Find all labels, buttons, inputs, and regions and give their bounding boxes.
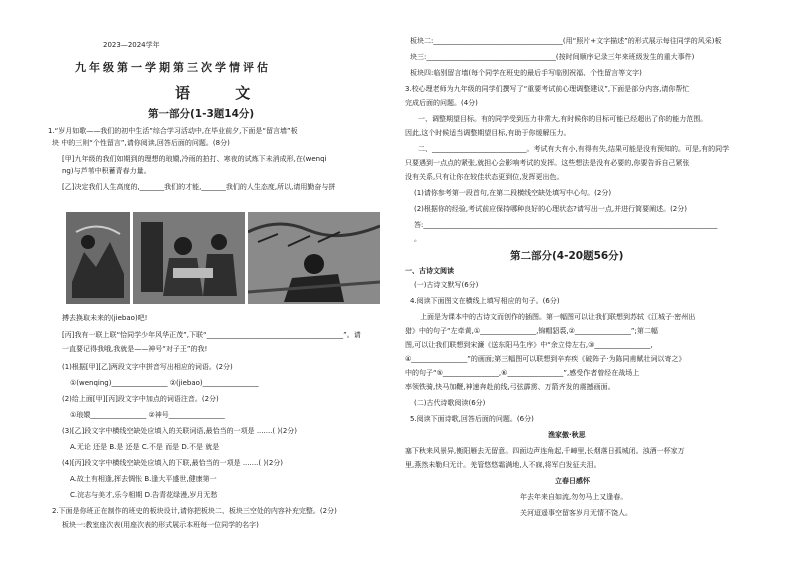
answer-line-end: 。 [414,235,421,243]
block2: 板块二:_____________________________________(用“照片+文字描述”的形式展示每往同学的风采)板 [410,37,722,45]
q1-line2: 块 中的三则“个性留言”,请你阅读,回答后面的问题。(8分) [52,139,230,147]
block4: 板块四:临别留言墙(每个同学在班史的最后手写临别祝福、个性留言等文字) [410,69,642,77]
para1-line2: 因此,这个时候适当调整期望目标,有助于你缓解压力。 [405,129,571,137]
poem2-line1: 年去年来自如流,勿勿马上又逢春。 [520,493,628,501]
para-jia-1: [甲]九年级的我们如期到的理想的琅嬛,冷雨的拍打、寒夜的试炼下未消成形,在(wenqi [62,155,327,163]
q3-line1: 3.校心理老师为九年级的同学们撰写了“重要考试前心理调整建议”,下面是部分内容,请你帮忙 [405,85,690,93]
q1-sub2: (2)给上面[甲][丙]段文字中加点的词语注音。(2分) [62,395,219,403]
para-jia-2: ng)与芦苇中积蓄青春力量。 [62,167,151,175]
q2-line2: 板块一:教室座次表(用座次表的形式展示本班每一位同学的名字) [62,521,259,529]
q3-line2: 完成后面的问题。(4分) [405,99,478,107]
q1-sub2-blanks: ①琅嬛________________ ②神号________________ [70,411,225,419]
poem1-line1: 塞下秋来风景异,衡阳雁去无留意。四面边声连角起,千嶂里,长烟落日孤城闭。浊酒一杯家万 [405,447,685,455]
q4-prompt: 4.阅读下面图文在横线上填写相应的句子。(6分) [410,297,560,305]
school-year: 2023—2024学年 [103,41,160,49]
block3: 块三:_____________________________________(按时间顺序记录三年来班级发生的重大事件) [410,53,695,61]
para2-line3: 没有关系,只有让你在较佳状态更到位,发挥更出色。 [405,173,564,181]
part2-title: 第二部分(4-20题56分) [510,250,624,262]
q4-line4: ④________________”的画面;第三幅图可以联想到辛弃疾《破阵子·为陈同甫赋壮词以寄之》 [405,355,686,363]
q1-sub4-options-ab: A.故土有相逢,挥去惆怅 B.逢大平盛世,健康第一 [70,475,217,483]
poem1-line2: 里,燕然未勒归无计。羌管悠悠霜满地,人不寐,将军白发征夫泪。 [405,461,601,469]
para-bing-1: [丙]我有一联上联“恰同学少年风华正茂”,下联“_______________________________________”。请 [62,331,361,339]
q1-sub1-blanks: ①(wenqing)________________ ②(jiebao)________________ [70,379,259,387]
q1-line1: 1.“岁月如歌——我们的初中生活”综合学习活动中,在毕业前夕,下面是“留言墙”板 [48,127,298,135]
q1-sub3: (3)[乙]段文字中横线空缺处应填入的关联词语,最恰当的一项是 .......( )(2分) [62,427,298,435]
section1-sub1: (一)古诗文默写(6分) [414,281,479,289]
q4-line2: 猎》中的句子“左牵黄,①________________,锦帽貂裘,②________________”;第二幅 [405,327,658,335]
para-after-img: 搏去换取未来的(jiebao)吧! [62,314,148,322]
illustration-hunting [66,212,130,304]
part1-title: 第一部分(1-3题14分) [148,108,255,120]
q5-prompt: 5.阅读下面诗歌,回答后面的问题。(6分) [410,415,534,423]
subject-title: 语 文 [175,84,271,102]
answer-line: 答:____________________________________________________________________________________ [414,221,718,229]
q1-sub4-options-cd: C.浣志与美才,乐今相期 D.告青花绿漫,岁月无愁 [70,491,218,499]
para2-line1: 二、___________________________。考试有大有小,有得有失,结果可能是没有预知的。可是,有的同学 [418,145,730,153]
q1-sub3-options: A.无论 还是 B.是 还是 C.不是 而是 D.不是 就是 [70,443,220,451]
illustration-study [133,212,245,304]
q4-line5: 中的句子“⑤________________,⑥________________”,感受作者曾经在战场上 [405,369,640,377]
q4-line6: 率领铁骑,快马加鞭,神速奔赴前线,弓弦霹雳、万箭齐发的震撼画面。 [405,383,615,391]
section1-sub2: (二)古代诗歌阅读(6分) [414,399,486,407]
q4-line1: 上面是为课本中的古诗文而创作的插图。第一幅图可以让我们联想到苏轼《江城子·密州出 [420,313,696,321]
q1-sub1: (1)根据[甲][乙]两段文字中拼音写出相应的词语。(2分) [62,363,233,371]
para-bing-2: 一直要记得我哦,我就是——神号“对子王”的我! [62,345,208,353]
section1-heading: 一、古诗文阅读 [405,267,454,275]
poem2-title: 立春日感怀 [555,477,590,485]
para2-line2: 只要遇到一点点的紧张,就担心会影响考试的发挥。这些想法是没有必要的,你要告诉自己紧张 [405,159,690,167]
para-yi: [乙]决定我们人生高度的,_______我们的才能,_______我们的人生态度,所以,请用勤奋与拼 [62,183,336,191]
illustration-battle [248,212,380,304]
exam-title: 九年级第一学期第三次学情评估 [75,61,271,74]
para1-line1: 一、调整期望目标。有的同学受到压力非常大,有时候你的目标可能已经超出了你的能力范围。 [418,115,708,123]
poem2-line2: 关河迢遥事空留客岁月无情不饶人。 [520,509,632,517]
q1-sub4: (4)[丙]段文字中横线空缺处应填入的下联,最恰当的一项是 .......( )(2分) [62,459,284,467]
poem1-title: 渔家傲·秋思 [548,431,586,439]
q3-sub2-line1: (2)根据你的经验,考试前应保持哪种良好的心理状态?请写出一点,并进行简要阐述。(2分) [414,205,687,213]
q4-line3: 图,可以让我们联想到宋濂《送东阳马生序》中“余立侍左右,③________________, [405,341,653,349]
q2-line1: 2.下面是你班正在制作的班史的板块设计,请你把板块二、板块三空处的内容补充完整。(2分) [52,507,337,515]
q3-sub1: (1)请你参考第一段首句,在第二段横线空缺处填写中心句。(2分) [414,189,612,197]
